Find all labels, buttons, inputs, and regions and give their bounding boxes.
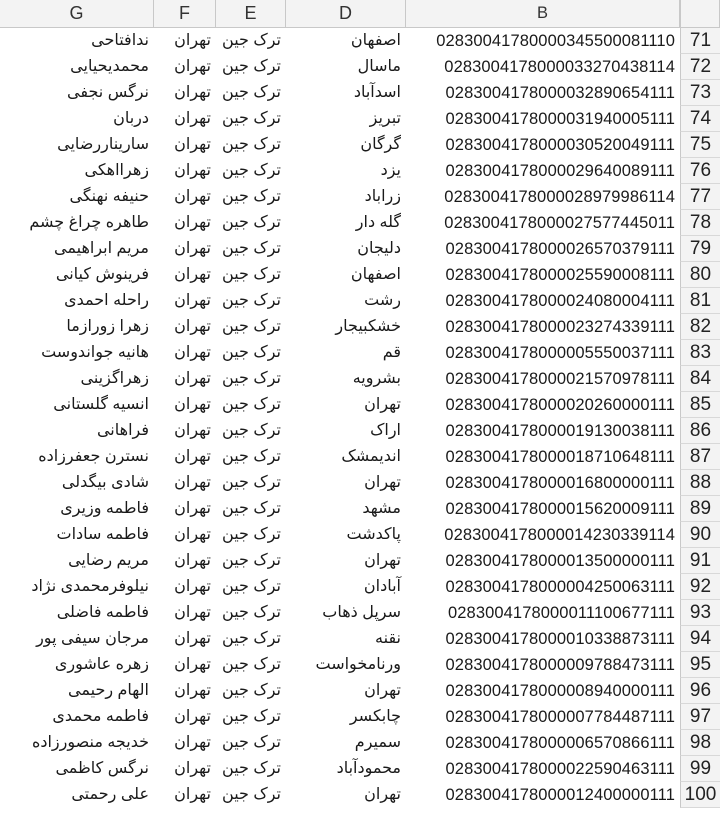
table-row [0, 522, 720, 548]
cell-name[interactable]: مرجان سیفی پور [36, 630, 149, 647]
table-row [0, 730, 720, 756]
cell-name[interactable]: نرگس نجفی [67, 84, 149, 101]
table-row [0, 548, 720, 574]
cell-branch[interactable]: محمودآباد [336, 760, 401, 777]
cell-account[interactable] [406, 262, 680, 288]
table-row [0, 496, 720, 522]
cell-company[interactable]: ترک جین [222, 786, 281, 803]
account-number: 0283004178000020260000111 [445, 396, 675, 414]
table-row [0, 184, 720, 210]
cell-name[interactable]: فرینوش کیانی [55, 266, 149, 283]
account-number: 0283004178000016800000111 [445, 474, 675, 492]
cell-company[interactable]: ترک جین [222, 708, 281, 725]
row-number[interactable]: 86 [680, 418, 720, 444]
cell-company[interactable]: ترک جین [222, 656, 281, 673]
row-header-corner[interactable] [680, 0, 720, 27]
cell-branch[interactable]: تهران [364, 552, 401, 569]
cell-name[interactable]: فاطمه محمدی [52, 708, 149, 725]
cell-account[interactable] [406, 236, 680, 262]
cell-branch[interactable]: بشرویه [352, 370, 401, 387]
cell-name[interactable]: زهراگزینی [80, 370, 149, 387]
cell-company[interactable]: ترک جین [222, 318, 281, 335]
cell-account[interactable] [406, 782, 680, 808]
cell-branch[interactable]: آبادان [363, 578, 401, 595]
cell-city[interactable]: تهران [174, 32, 211, 49]
table-row [0, 678, 720, 704]
cell-company[interactable]: ترک جین [222, 526, 281, 543]
cell-name[interactable]: راحله احمدی [64, 292, 149, 309]
cell-branch[interactable]: اصفهان [350, 266, 401, 283]
cell-account[interactable] [406, 574, 680, 600]
cell-account[interactable] [406, 340, 680, 366]
cell-account[interactable] [406, 314, 680, 340]
cell-company[interactable]: ترک جین [222, 448, 281, 465]
cell-name[interactable]: نسترن جعفرزاده [38, 448, 149, 465]
table-row [0, 80, 720, 106]
row-number[interactable]: 97 [680, 704, 720, 730]
cell-account[interactable] [406, 54, 680, 80]
cell-city[interactable]: تهران [174, 84, 211, 101]
table-row [0, 132, 720, 158]
cell-name[interactable]: نیلوفرمحمدی نژاد [31, 578, 149, 595]
account-number: 0283004178000018710648111 [445, 448, 675, 466]
cell-account[interactable] [406, 106, 680, 132]
row-number[interactable]: 80 [680, 262, 720, 288]
cell-account[interactable] [406, 28, 680, 54]
cell-branch[interactable]: ماسال [357, 58, 401, 75]
cell-city[interactable]: تهران [174, 396, 211, 413]
cell-company[interactable]: ترک جین [222, 500, 281, 517]
cell-city[interactable]: تهران [174, 500, 211, 517]
cell-name[interactable]: فاطمه فاضلی [56, 604, 149, 621]
cell-account[interactable] [406, 704, 680, 730]
cell-branch[interactable]: دلیجان [357, 240, 401, 257]
cell-name[interactable]: انسیه گلستانی [53, 396, 149, 413]
row-number[interactable]: 94 [680, 626, 720, 652]
cell-company[interactable]: ترک جین [222, 32, 281, 49]
row-number[interactable]: 100 [680, 782, 720, 808]
row-number[interactable]: 93 [680, 600, 720, 626]
cell-account[interactable] [406, 210, 680, 236]
cell-name[interactable]: طاهره چراغ چشم [29, 214, 149, 231]
row-number[interactable]: 84 [680, 366, 720, 392]
cell-account[interactable] [406, 730, 680, 756]
cell-account[interactable] [406, 366, 680, 392]
cell-account[interactable] [406, 158, 680, 184]
cell-city[interactable]: تهران [174, 786, 211, 803]
table-row [0, 288, 720, 314]
cell-branch[interactable]: رشت [364, 292, 401, 309]
cell-branch[interactable]: تهران [364, 682, 401, 699]
cell-account[interactable] [406, 132, 680, 158]
account-number: 0283004178000013500000111 [445, 552, 675, 570]
cell-name[interactable]: زهرااهکی [84, 162, 149, 179]
account-number: 0283004178000025590008111 [445, 266, 675, 284]
cell-branch[interactable]: تهران [364, 396, 401, 413]
cell-company[interactable]: ترک جین [222, 292, 281, 309]
account-number: 0283004178000023274339111 [445, 318, 675, 336]
cell-city[interactable]: تهران [174, 448, 211, 465]
cell-branch[interactable]: یزد [380, 162, 401, 179]
cell-city[interactable]: تهران [174, 630, 211, 647]
cell-branch[interactable]: تبریز [369, 110, 401, 127]
table-row [0, 626, 720, 652]
cell-city[interactable]: تهران [174, 656, 211, 673]
table-row [0, 28, 720, 54]
row-number[interactable]: 83 [680, 340, 720, 366]
cell-account[interactable] [406, 392, 680, 418]
cell-account[interactable] [406, 444, 680, 470]
account-number: 0283004178000031940005111 [445, 110, 675, 128]
cell-branch[interactable]: قم [382, 344, 401, 361]
cell-name[interactable]: نرگس کاظمی [55, 760, 149, 777]
row-number[interactable]: 75 [680, 132, 720, 158]
cell-city[interactable]: تهران [174, 214, 211, 231]
table-row [0, 54, 720, 80]
row-number[interactable]: 82 [680, 314, 720, 340]
cell-company[interactable]: ترک جین [222, 58, 281, 75]
table-row [0, 600, 720, 626]
cell-account[interactable] [406, 548, 680, 574]
row-number[interactable]: 89 [680, 496, 720, 522]
account-number: 0283004178000010338873111 [445, 630, 675, 648]
account-number: 0283004178000022590463111 [445, 760, 675, 778]
account-number: 0283004178000027577445011 [444, 214, 675, 232]
cell-branch[interactable]: اسدآباد [353, 84, 401, 101]
cell-branch[interactable]: خشکبیجار [335, 318, 401, 335]
cell-city[interactable]: تهران [174, 708, 211, 725]
cell-company[interactable]: ترک جین [222, 552, 281, 569]
cell-company[interactable]: ترک جین [222, 370, 281, 387]
table-row [0, 392, 720, 418]
cell-name[interactable]: زهرا زورازما [66, 318, 149, 335]
cell-city[interactable]: تهران [174, 110, 211, 127]
account-number: 0283004178000014230339114 [444, 526, 675, 544]
cell-city[interactable]: تهران [174, 240, 211, 257]
cell-city[interactable]: تهران [174, 162, 211, 179]
cell-city[interactable]: تهران [174, 682, 211, 699]
cell-branch[interactable]: سرپل ذهاب [322, 604, 401, 621]
account-number: 0283004178000005550037111 [445, 344, 675, 362]
account-number: 0283004178000012400000111 [445, 786, 675, 804]
row-number[interactable]: 92 [680, 574, 720, 600]
row-number[interactable]: 91 [680, 548, 720, 574]
cell-company[interactable]: ترک جین [222, 734, 281, 751]
cell-branch[interactable]: ورنامخواست [315, 656, 401, 673]
cell-branch[interactable]: گله دار [355, 214, 401, 231]
cell-city[interactable]: تهران [174, 58, 211, 75]
column-header-e[interactable]: E [216, 0, 286, 27]
cell-company[interactable]: ترک جین [222, 240, 281, 257]
cell-city[interactable]: تهران [174, 734, 211, 751]
grid-body [0, 28, 720, 808]
row-number[interactable]: 71 [680, 28, 720, 54]
row-number[interactable]: 78 [680, 210, 720, 236]
table-row [0, 704, 720, 730]
cell-account[interactable] [406, 756, 680, 782]
cell-city[interactable]: تهران [174, 188, 211, 205]
cell-city[interactable]: تهران [174, 344, 211, 361]
row-number[interactable]: 88 [680, 470, 720, 496]
cell-company[interactable]: ترک جین [222, 474, 281, 491]
cell-city[interactable]: تهران [174, 474, 211, 491]
cell-company[interactable]: ترک جین [222, 422, 281, 439]
cell-name[interactable]: حنیفه نهنگی [69, 188, 149, 205]
cell-account[interactable] [406, 80, 680, 106]
account-number: 0283004178000033270438114 [444, 58, 675, 76]
cell-city[interactable]: تهران [174, 136, 211, 153]
account-number: 02830041780000345500081110 [436, 32, 675, 50]
table-row [0, 236, 720, 262]
cell-name[interactable]: هانیه جواندوست [41, 344, 149, 361]
cell-account[interactable] [406, 626, 680, 652]
cell-account[interactable] [406, 418, 680, 444]
cell-name[interactable]: علی رحمتی [71, 786, 149, 803]
cell-city[interactable]: تهران [174, 266, 211, 283]
row-number[interactable]: 76 [680, 158, 720, 184]
cell-name[interactable]: مریم ابراهیمی [54, 240, 149, 257]
column-header-b[interactable]: B [406, 0, 680, 27]
row-number[interactable]: 99 [680, 756, 720, 782]
cell-branch[interactable]: اراک [370, 422, 401, 439]
cell-branch[interactable]: پاکدشت [346, 526, 401, 543]
account-number: 0283004178000028979986114 [444, 188, 675, 206]
cell-account[interactable] [406, 288, 680, 314]
table-row [0, 314, 720, 340]
cell-branch[interactable]: زراباد [364, 188, 401, 205]
cell-branch[interactable]: گرگان [360, 136, 401, 153]
row-number[interactable]: 77 [680, 184, 720, 210]
cell-name[interactable]: فاطمه سادات [56, 526, 149, 543]
cell-name[interactable]: شادی بیگدلی [61, 474, 149, 491]
cell-company[interactable]: ترک جین [222, 604, 281, 621]
cell-city[interactable]: تهران [174, 552, 211, 569]
cell-account[interactable] [406, 470, 680, 496]
cell-branch[interactable]: چابکسر [349, 708, 401, 725]
account-number: 0283004178000024080004111 [445, 292, 675, 310]
account-number: 0283004178000009788473111 [445, 656, 675, 674]
table-row [0, 574, 720, 600]
cell-city[interactable]: تهران [174, 760, 211, 777]
cell-company[interactable]: ترک جین [222, 136, 281, 153]
cell-company[interactable]: ترک جین [222, 84, 281, 101]
account-number: 0283004178000021570978111 [445, 370, 675, 388]
row-number[interactable]: 74 [680, 106, 720, 132]
row-number[interactable]: 90 [680, 522, 720, 548]
cell-branch[interactable]: سمیرم [354, 734, 401, 751]
account-number: 0283004178000011100677111 [447, 604, 675, 622]
cell-city[interactable]: تهران [174, 318, 211, 335]
cell-branch[interactable]: تهران [364, 786, 401, 803]
column-header-row [0, 0, 720, 28]
table-row [0, 158, 720, 184]
cell-branch[interactable]: اندیمشک [341, 448, 401, 465]
table-row [0, 262, 720, 288]
row-number[interactable]: 85 [680, 392, 720, 418]
row-number[interactable]: 98 [680, 730, 720, 756]
cell-name[interactable]: فاطمه وزیری [60, 500, 149, 517]
cell-company[interactable]: ترک جین [222, 760, 281, 777]
cell-account[interactable] [406, 184, 680, 210]
column-header-g[interactable]: G [0, 0, 154, 27]
cell-account[interactable] [406, 496, 680, 522]
cell-name[interactable]: زهره عاشوری [54, 656, 149, 673]
table-row [0, 444, 720, 470]
row-number[interactable]: 81 [680, 288, 720, 314]
table-row [0, 756, 720, 782]
table-row [0, 782, 720, 808]
table-row [0, 210, 720, 236]
row-number[interactable]: 79 [680, 236, 720, 262]
cell-branch[interactable]: تهران [364, 474, 401, 491]
account-number: 0283004178000026570379111 [445, 240, 675, 258]
account-number: 0283004178000007784487111 [445, 708, 675, 726]
cell-city[interactable]: تهران [174, 292, 211, 309]
cell-branch[interactable]: اصفهان [350, 32, 401, 49]
cell-name[interactable]: ندافتاحی [91, 32, 149, 49]
table-row [0, 470, 720, 496]
row-number[interactable]: 96 [680, 678, 720, 704]
cell-company[interactable]: ترک جین [222, 578, 281, 595]
table-row [0, 366, 720, 392]
table-row [0, 652, 720, 678]
cell-account[interactable] [406, 652, 680, 678]
account-number: 0283004178000008940000111 [445, 682, 675, 700]
cell-company[interactable]: ترک جین [222, 630, 281, 647]
cell-company[interactable]: ترک جین [222, 266, 281, 283]
account-number: 0283004178000015620009111 [445, 500, 675, 518]
account-number: 0283004178000030520049111 [445, 136, 675, 154]
table-row [0, 340, 720, 366]
cell-company[interactable]: ترک جین [222, 110, 281, 127]
cell-name[interactable]: محمدیحیایی [70, 58, 149, 75]
cell-company[interactable]: ترک جین [222, 162, 281, 179]
row-number[interactable]: 87 [680, 444, 720, 470]
account-number: 0283004178000029640089111 [445, 162, 675, 180]
column-header-f[interactable]: F [154, 0, 216, 27]
account-number: 0283004178000032890654111 [445, 84, 675, 102]
cell-account[interactable] [406, 600, 680, 626]
table-row [0, 418, 720, 444]
cell-name[interactable]: ساریناررضایی [57, 136, 149, 153]
cell-city[interactable]: تهران [174, 578, 211, 595]
account-number: 0283004178000006570866111 [445, 734, 675, 752]
cell-name[interactable]: خدیجه منصورزاده [31, 734, 149, 751]
row-number[interactable]: 95 [680, 652, 720, 678]
cell-name[interactable]: مریم رضایی [68, 552, 149, 569]
cell-name[interactable]: فراهانی [96, 422, 149, 439]
cell-company[interactable]: ترک جین [222, 188, 281, 205]
cell-branch[interactable]: نقنه [375, 630, 401, 647]
cell-company[interactable]: ترک جین [222, 682, 281, 699]
cell-company[interactable]: ترک جین [222, 214, 281, 231]
account-number: 0283004178000019130038111 [445, 422, 675, 440]
row-number[interactable]: 72 [680, 54, 720, 80]
cell-name[interactable]: دربان [113, 110, 149, 127]
account-number: 0283004178000004250063111 [445, 578, 675, 596]
column-header-d[interactable]: D [286, 0, 406, 27]
cell-branch[interactable]: مشهد [362, 500, 401, 517]
cell-city[interactable]: تهران [174, 370, 211, 387]
cell-city[interactable]: تهران [174, 422, 211, 439]
cell-company[interactable]: ترک جین [222, 396, 281, 413]
cell-city[interactable]: تهران [174, 526, 211, 543]
cell-name[interactable]: الهام رحیمی [68, 682, 149, 699]
table-row [0, 106, 720, 132]
cell-company[interactable]: ترک جین [222, 344, 281, 361]
cell-city[interactable]: تهران [174, 604, 211, 621]
cell-account[interactable] [406, 678, 680, 704]
cell-account[interactable] [406, 522, 680, 548]
row-number[interactable]: 73 [680, 80, 720, 106]
